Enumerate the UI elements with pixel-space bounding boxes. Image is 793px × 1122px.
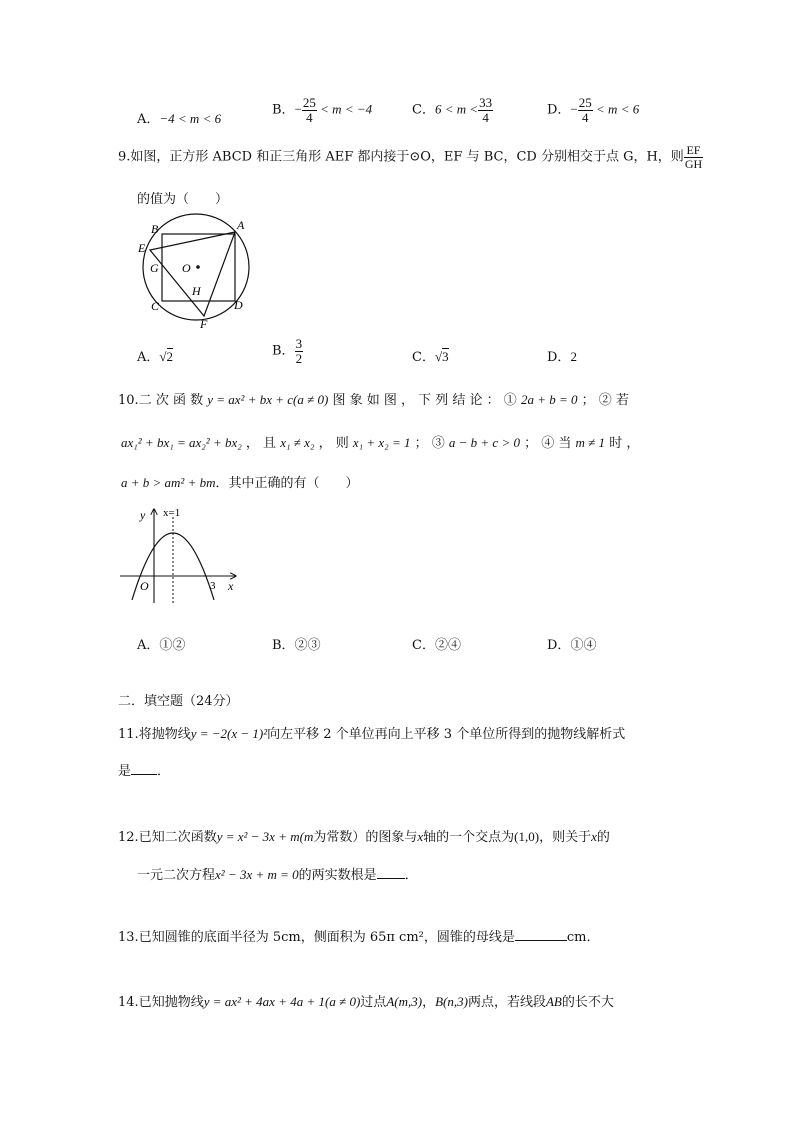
q8-option-b-den: 4 [306,109,313,125]
q12-line2 [137,864,418,883]
q13-text-b: cm． [566,930,600,945]
q9-triangle [150,232,235,316]
q10-label-x: x [228,579,234,593]
q9-option-d-label: D． [547,350,571,365]
q8-option-d-label: D． [547,102,571,118]
q11-line1 [118,723,625,742]
q9-stem-line2: 的值为（ ） [137,192,229,207]
q8-option-d-den: 4 [582,109,589,125]
q12-number: 12. [118,830,139,845]
q8-option-d [547,96,639,124]
q12-l2-b: 的两实数根是 [298,868,377,883]
q8-option-a [137,108,221,127]
q8-option-b-label: B． [272,102,295,118]
q10-line2 [121,432,639,451]
q9-fraction-den: GH [684,156,703,171]
q9-option-c [412,346,449,365]
q10-option-a-label: A． [137,638,160,653]
q14-l1-point-b: B(n,3) [435,994,468,1009]
q10-l3-expr: a + b > am² + bm [121,475,216,490]
q11-l1-expr: y = −2(x − 1)² [190,726,268,741]
q10-option-a [137,634,185,653]
q10-option-b-value: ②③ [294,638,321,653]
q14-line1 [118,991,614,1010]
q8-option-c-head: 6 < m < [434,101,479,117]
q10-l1-a: 二 次 函 数 [138,393,204,408]
q9-label-a: A [237,218,245,232]
q9-label-e: E [138,241,146,255]
q10-l2-m: m ≠ 1 [575,435,606,450]
q8-option-c [412,96,493,124]
q8-option-d-minus: − [570,101,578,117]
q12-l2-a: 一元二次方程 [137,868,216,883]
q14-l1-expr: y = ax² + 4ax + 4a + 1(a ≠ 0) [203,994,361,1009]
q10-l2-e: 时 ， [609,436,640,451]
q8-option-c-num: 33 [479,95,493,110]
q12-l1-x2: x [591,829,597,844]
q11-number: 11. [118,727,139,742]
q10-l2-sum: x₁ + x₂ = 1 [352,435,411,450]
q10-line3 [121,472,359,491]
q10-option-d-label: D． [547,638,571,653]
q10-label-three: 3 [210,580,216,592]
q10-l1-c1: 2a + b = 0 [520,392,578,407]
q10-l1-c: ； ② 若 [581,393,629,408]
q9-stem-text: 如图，正方形 ABCD 和正三角形 AEF 都内接于⊙O，EF 与 BC，CD 分别相交于点 G，H，则 [130,149,684,165]
q10-label-axis: x=1 [163,507,181,519]
q10-option-b [272,634,321,653]
q9-option-a-label: A． [137,350,160,365]
q12-l1-a: 已知二次函数 [138,830,217,845]
section-title: 二．填空题（24分） [118,694,239,709]
q10-l2-expr: ax₁² + bx₁ = ax₂² + bx₂ [121,435,242,450]
q9-option-b-label: B． [272,343,295,359]
q10-l1-expr: y = ax² + bx + c(a ≠ 0) [207,392,329,407]
q14-l1-e: 的长不大 [561,995,614,1010]
q9-center-dot [196,265,200,269]
q8-option-b-fraction [302,96,317,124]
q10-label-y: y [140,508,146,522]
q10-option-c [412,634,461,653]
q13-answer-blank[interactable] [515,929,567,941]
q12-l2-expr: x² − 3x + m = 0 [215,867,299,882]
q11-end: ． [157,764,171,779]
q9-fraction-num: EF [684,144,703,158]
q10-number: 10. [118,393,139,408]
q9-option-b-den: 2 [295,350,303,366]
q9-fraction [684,144,703,170]
q12-l1-d: ，则关于 [539,830,592,845]
q9-label-o: O [182,261,191,275]
q14-number: 14. [118,995,139,1010]
q10-l2-c: ； ③ [414,436,445,451]
q12-end: ． [404,868,418,883]
q10-option-d-value: ①④ [570,638,597,653]
q9-number: 9. [118,149,131,165]
q9-option-d [547,346,577,365]
q14-l1-point-a: A(m,3) [386,994,423,1009]
q8-option-b [272,96,372,124]
q11-l1-a: 将抛物线 [138,727,191,742]
q8-option-b-minus: − [294,101,302,117]
q9-label-f: F [200,317,208,331]
q13-text-a: 已知圆锥的底面半径为 5cm，侧面积为 65π cm²，圆锥的母线是 [138,930,515,945]
q14-l1-b: 过点 [360,995,387,1010]
q10-l2-c3: a − b + c > 0 [448,435,520,450]
q9-sqrt-icon-c: √ [434,349,443,364]
q14-l1-c: ， [422,995,436,1010]
q8-option-a-expr: −4 < m < 6 [159,111,222,126]
q9-label-c: C [151,299,160,313]
q10-l2-a: ， 且 [245,436,277,451]
q8-option-c-fraction [478,96,493,124]
q8-option-d-num: 25 [578,95,592,110]
q9-stem [118,144,703,170]
q9-option-c-value: 3 [442,349,449,364]
q11-l1-b: 向左平移 2 个单位再向上平移 3 个单位所得到的抛物线解析式 [267,727,626,742]
q12-answer-blank[interactable] [377,867,405,879]
q10-option-a-value: ①② [159,638,186,653]
q10-l2-d: ； ④ 当 [524,436,572,451]
q10-line1 [118,389,629,408]
q8-option-b-tail: < m < −4 [316,101,373,117]
q10-l1-b: 图 象 如 图 ， 下 列 结 论 ： ① [332,393,517,408]
q12-l1-expr: y = x² − 3x + m(m [216,829,314,844]
q9-option-b-num: 3 [295,336,303,351]
q14-l1-d: 两点，若线段 [467,995,546,1010]
q8-option-d-fraction [578,96,593,124]
q14-l1-ab: AB [545,994,562,1009]
q8-option-d-tail: < m < 6 [592,101,640,117]
q12-l1-e: 的 [596,830,610,845]
q11-l2: 是 [118,764,132,779]
q9-option-a-value: 2 [166,349,174,364]
q10-option-c-label: C． [412,638,435,653]
q10-option-c-value: ②④ [434,638,461,653]
q11-line2 [118,760,170,779]
q12-l1-b: 为常数）的图象与 [313,830,418,845]
q10-option-d [547,634,596,653]
q10-option-b-label: B． [272,638,295,653]
q9-option-b-fraction [295,337,304,365]
q9-option-b [272,337,303,365]
q9-option-c-label: C． [412,350,435,365]
q10-l2-x: x₁ ≠ x₂ [280,435,315,450]
q8-option-b-num: 25 [302,95,316,110]
q12-l1-point: (1,0) [514,829,540,844]
q14-l1-a: 已知抛物线 [138,995,204,1010]
q10-label-origin: O [140,579,149,593]
q9-label-d: D [234,298,243,312]
q11-answer-blank[interactable] [131,763,157,775]
q9-circle-figure [130,212,255,332]
q12-line1 [118,826,610,845]
q8-option-c-label: C． [412,102,435,118]
q9-option-d-value: 2 [570,349,577,364]
q12-l1-c: 轴的一个交点为 [423,830,515,845]
q10-parabola-graph [118,503,243,605]
q9-label-b: B [151,222,159,236]
q10-l2-b: ， 则 [318,436,349,451]
q12-l1-x: x [417,829,424,844]
q10-l3-tail: ．其中正确的有（ ） [215,476,359,491]
q8-option-a-label: A． [137,112,160,127]
q9-option-a [137,346,173,365]
q9-label-h: H [192,284,201,298]
q9-sqrt-icon-a: √ [159,349,167,364]
q9-label-g: G [150,261,159,275]
q13-line [118,926,599,945]
q8-option-c-den: 4 [482,109,489,125]
q13-number: 13. [118,930,139,945]
